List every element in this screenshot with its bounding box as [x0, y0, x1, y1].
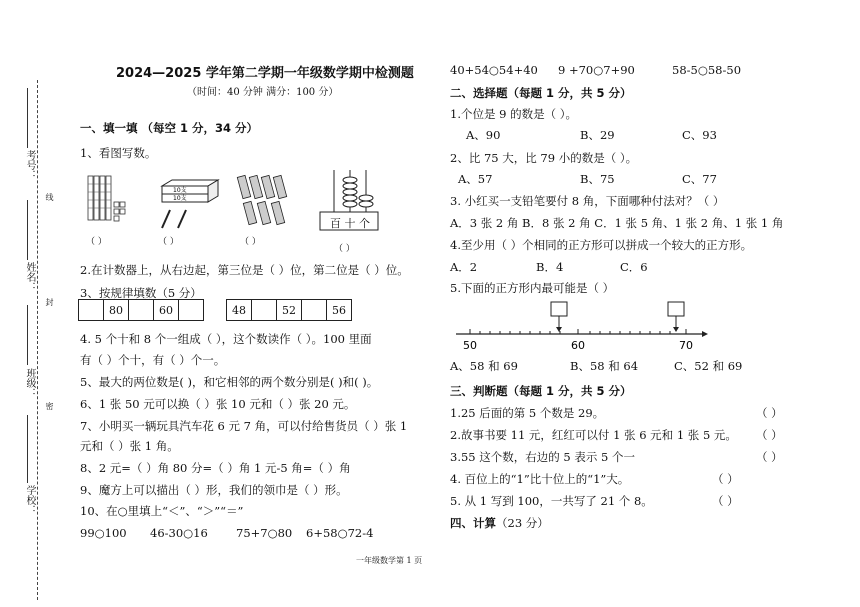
section-4-heading [450, 515, 549, 531]
section-3-heading: 三、判断题（每题 1 分，共 5 分） [450, 384, 632, 398]
choice-question-3: 3. 小红买一支铅笔要付 8 角，下面哪种付法对？（ ） [450, 194, 725, 208]
choice-question-5: 5.下面的正方形内最可能是（ ） [450, 281, 615, 295]
judge-item-5: 5. 从 1 写到 100，一共写了 21 个 8。 [450, 494, 653, 508]
answer-paren-3[interactable]: （ ） [240, 237, 261, 247]
section-2-heading: 二、选择题（每题 1 分，共 5 分） [450, 86, 632, 100]
mystery-box-2[interactable] [668, 302, 684, 316]
choice-option[interactable]: B、29 [580, 128, 615, 142]
class-field[interactable] [27, 305, 48, 365]
name-label: 姓名： [24, 262, 35, 292]
number-line [450, 298, 710, 354]
sequence-table-1 [78, 299, 204, 321]
choice-option[interactable]: A．2 [450, 260, 478, 274]
question-4-line-2: 有（ ）个十，有（ ）个一。 [80, 353, 226, 367]
answer-paren-4[interactable]: （ ） [334, 244, 355, 254]
number-line-label: 60 [571, 339, 585, 352]
mystery-box-1[interactable] [551, 302, 567, 316]
section-4-points: （23 分） [496, 516, 549, 530]
judge-answer-paren[interactable]: （ ） [712, 472, 739, 486]
school-label: 学校： [24, 485, 35, 515]
compare-item[interactable]: 40+54○54+40 [450, 63, 538, 77]
bundles-picture [234, 170, 300, 232]
compare-item[interactable]: 46-30○16 [150, 526, 208, 540]
sequence-table-2 [226, 299, 352, 321]
abacus-label: 百 十 个 [330, 217, 370, 230]
number-line-label: 50 [463, 339, 477, 352]
choice-option[interactable]: B、75 [580, 172, 615, 186]
choice-question-1: 1.个位是 9 的数是（ ）。 [450, 107, 578, 121]
question-2: 2.在计数器上，从右边起，第三位是（ ）位，第二位是（ ）位。 [80, 263, 409, 277]
choice-options-3[interactable]: A．3 张 2 角 B．8 张 2 角 C．1 张 5 角、1 张 2 角、1 张 1 角 [450, 216, 784, 230]
seq2-cell[interactable] [252, 300, 277, 321]
pencil-box-picture [156, 176, 226, 236]
box-label-1: 10支 [173, 187, 187, 194]
seq1-cell[interactable] [79, 300, 104, 321]
question-7-line-2: 元和（ ）张 1 角。 [80, 439, 179, 453]
choice-option[interactable]: A、58 和 69 [450, 359, 518, 373]
choice-option[interactable]: C、77 [682, 172, 717, 186]
box-label-2: 10支 [173, 195, 187, 202]
section-4-title: 四、计算 [450, 516, 496, 530]
question-3: 3、按规律填数（5 分） [80, 286, 202, 300]
seal-mark-secret: 密 [45, 402, 54, 410]
seq2-cell: 52 [277, 300, 302, 321]
seal-mark-seal: 封 [45, 298, 54, 306]
question-7-line-1: 7、小明买一辆玩具汽车花 6 元 7 角，可以付给售货员（ ）张 1 [80, 419, 408, 433]
question-5: 5、最大的两位数是( )，和它相邻的两个数分别是( )和( )。 [80, 375, 379, 389]
school-field[interactable] [27, 415, 48, 483]
seq1-cell[interactable] [129, 300, 154, 321]
seq2-cell: 48 [227, 300, 252, 321]
choice-option[interactable]: C、93 [682, 128, 717, 142]
compare-item[interactable]: 75+7○80 [236, 526, 293, 540]
question-10: 10、在○里填上“＜”、“＞”“＝” [80, 504, 244, 518]
judge-answer-paren[interactable]: （ ） [756, 406, 783, 420]
judge-item-2: 2.故事书要 11 元，红红可以付 1 张 6 元和 1 张 5 元。 [450, 428, 737, 442]
judge-item-4: 4. 百位上的“1”比十位上的“1”大。 [450, 472, 630, 486]
compare-item[interactable]: 9 +70○7+90 [558, 63, 635, 77]
name-field[interactable] [27, 200, 48, 260]
sticks-picture [84, 170, 144, 230]
question-4-line-1: 4. 5 个十和 8 个一组成（ ），这个数读作（ ）。100 里面 [80, 332, 372, 346]
judge-answer-paren[interactable]: （ ） [712, 494, 739, 508]
seq1-cell[interactable] [179, 300, 204, 321]
choice-question-4: 4.至少用（ ）个相同的正方形可以拼成一个较大的正方形。 [450, 238, 753, 252]
choice-option[interactable]: A、57 [458, 172, 493, 186]
question-1: 1、看图写数。 [80, 146, 157, 160]
exam-no-label: 考号： [24, 150, 35, 180]
compare-item[interactable]: 58-5○58-50 [672, 63, 742, 77]
compare-item[interactable]: 6+58○72-4 [306, 526, 374, 540]
seq1-cell: 60 [154, 300, 179, 321]
answer-paren-2[interactable]: （ ） [158, 237, 179, 247]
seq1-cell: 80 [104, 300, 129, 321]
compare-item[interactable]: 99○100 [80, 526, 127, 540]
question-9: 9、魔方上可以描出（ ）形，我们的领巾是（ ）形。 [80, 483, 348, 497]
number-line-label: 70 [679, 339, 693, 352]
seq2-cell: 56 [327, 300, 352, 321]
seal-mark-line: 线 [45, 193, 54, 201]
page-title: 2024—2025 学年第二学期一年级数学期中检测题 [116, 66, 414, 81]
choice-question-2: 2、比 75 大，比 79 小的数是（ ）。 [450, 151, 638, 165]
choice-option[interactable]: C、52 和 69 [674, 359, 743, 373]
judge-answer-paren[interactable]: （ ） [756, 450, 783, 464]
judge-answer-paren[interactable]: （ ） [756, 428, 783, 442]
judge-item-3: 3.55 这个数，右边的 5 表示 5 个一 [450, 450, 636, 464]
class-label: 班级： [24, 368, 35, 398]
choice-option[interactable]: C．6 [620, 260, 648, 274]
section-1-heading: 一、填一填 （每空 1 分，34 分） [80, 121, 259, 135]
exam-no-field[interactable] [27, 88, 48, 148]
judge-item-1: 1.25 后面的第 5 个数是 29。 [450, 406, 605, 420]
question-8: 8、2 元=（ ）角 80 分=（ ）角 1 元-5 角=（ ）角 [80, 461, 351, 475]
page-footer: 一年级数学第 1 页 [356, 556, 423, 565]
choice-option[interactable]: B、58 和 64 [570, 359, 639, 373]
answer-paren-1[interactable]: （ ） [86, 237, 107, 247]
page-subtitle: （时间：40 分钟 满分：100 分） [187, 87, 339, 98]
choice-option[interactable]: A、90 [466, 128, 501, 142]
question-6: 6、1 张 50 元可以换（ ）张 10 元和（ ）张 20 元。 [80, 397, 356, 411]
seq2-cell[interactable] [302, 300, 327, 321]
choice-option[interactable]: B．4 [536, 260, 564, 274]
